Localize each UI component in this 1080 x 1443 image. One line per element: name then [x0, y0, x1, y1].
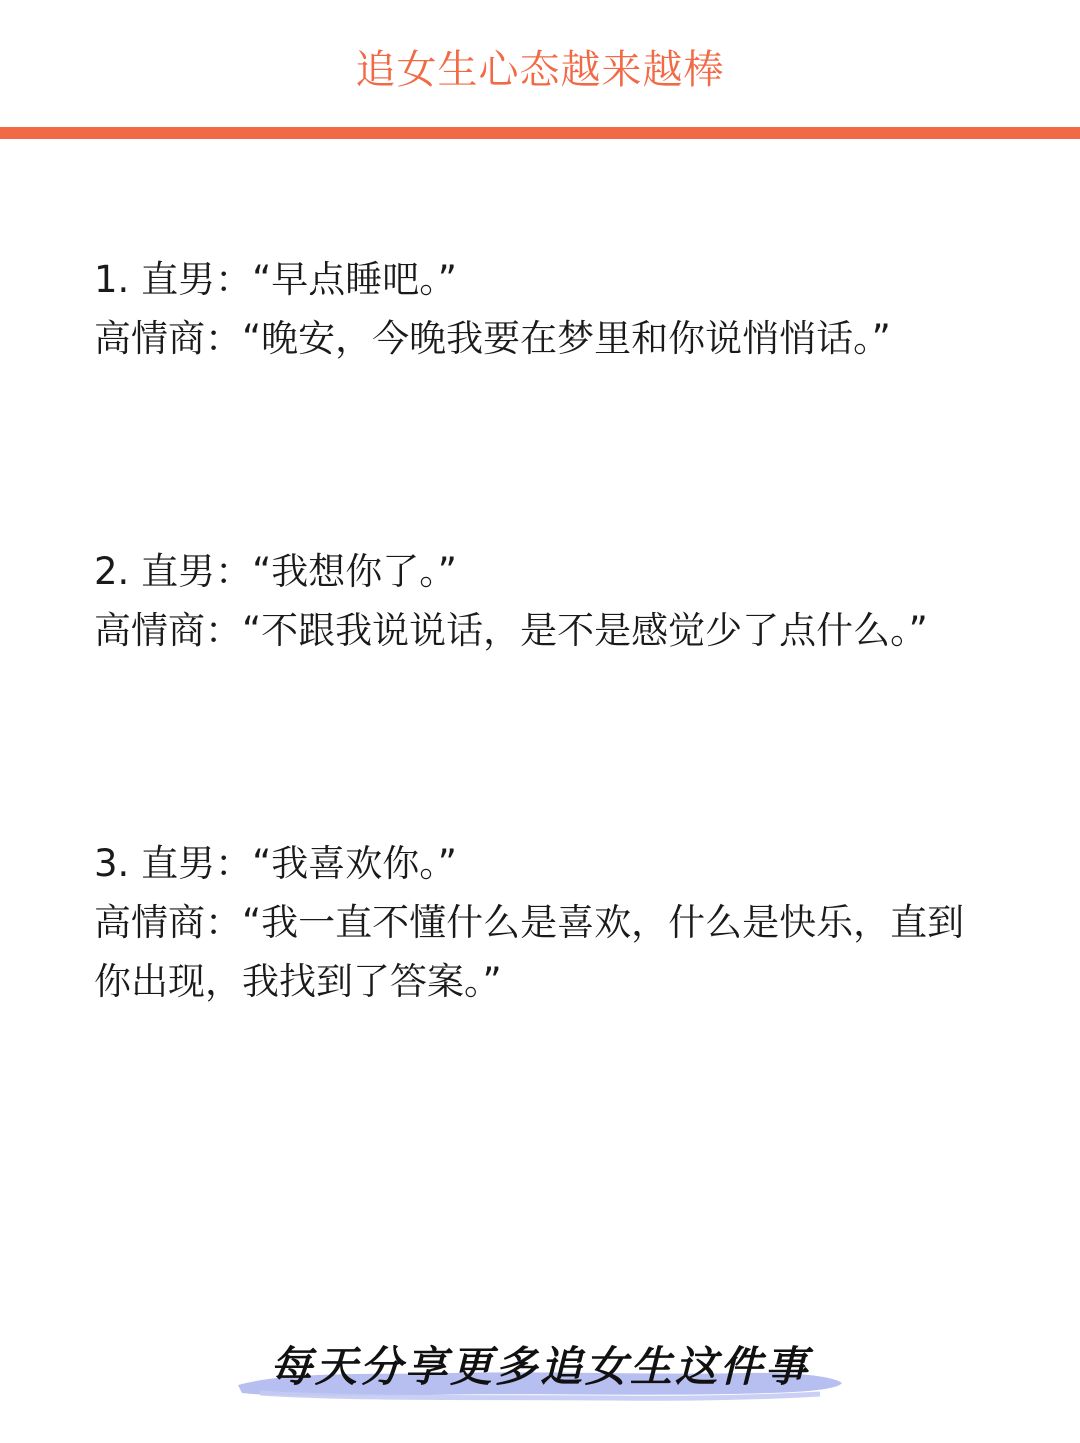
page-header: [0, 0, 1080, 128]
high-eq-line: 高情商：“不跟我说说话，是不是感觉少了点什么。”: [94, 609, 928, 652]
high-eq-line: 高情商：“晚安，今晚我要在梦里和你说悄悄话。”: [94, 317, 891, 360]
header-divider: [0, 127, 1080, 139]
straight-man-line: 2. 直男：“我想你了。”: [94, 550, 457, 593]
dialogue-entry-1: [94, 250, 974, 368]
high-eq-line: 高情商：“我一直不懂什么是喜欢，什么是快乐，直到你出现，我找到了答案。”: [94, 901, 965, 1003]
page-title: 追女生心态越来越棒: [355, 47, 725, 93]
footer-banner: [230, 1335, 850, 1405]
dialogue-entry-3: [94, 834, 974, 1011]
footer-slogan: 每天分享更多追女生这件事: [269, 1342, 810, 1391]
straight-man-line: 1. 直男：“早点睡吧。”: [94, 258, 457, 301]
straight-man-line: 3. 直男：“我喜欢你。”: [94, 842, 457, 885]
dialogue-entry-2: [94, 542, 974, 660]
